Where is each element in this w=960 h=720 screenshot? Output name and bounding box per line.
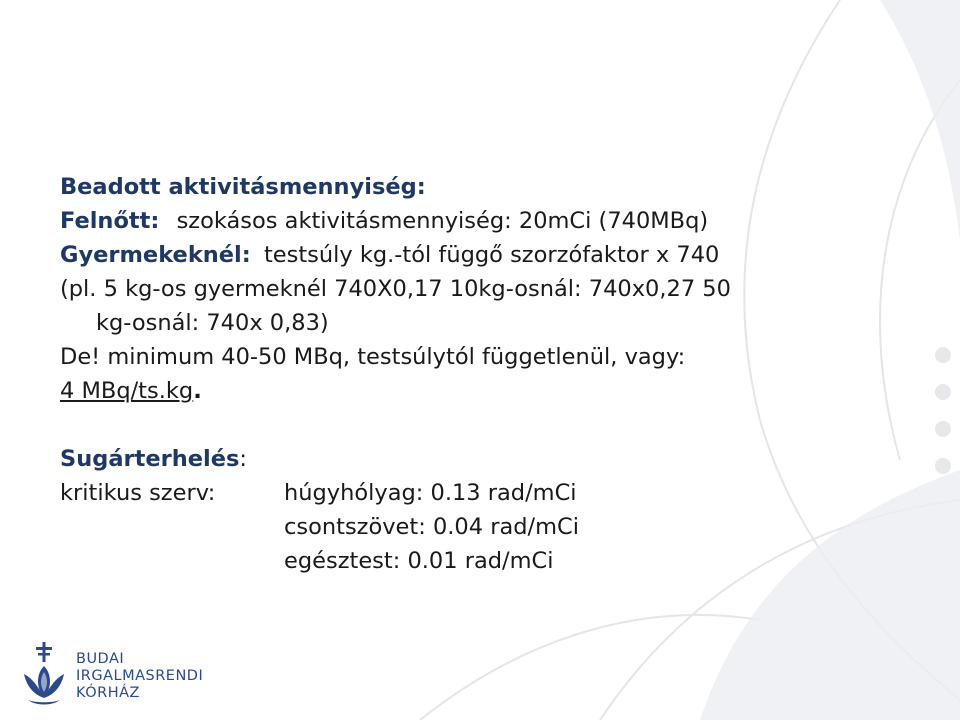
- adult-text: szokásos aktivitásmennyiség: 20mCi (740MBq): [176, 208, 709, 234]
- radiation-heading: Sugárterhelés: [60, 446, 240, 472]
- heading-administered-activity: Beadott aktivitásmennyiség:: [60, 174, 426, 200]
- lotus-cross-emblem-icon: [22, 642, 66, 710]
- dose-row-bone: [60, 510, 920, 544]
- dose-bladder: húgyhólyag: 0.13 rad/mCi: [284, 480, 577, 506]
- per-kg-period: .: [193, 378, 202, 404]
- radiation-heading-line: [60, 442, 920, 476]
- minimum-line: De! minimum 40-50 MBq, testsúlytól függetlenül, vagy:: [60, 344, 686, 370]
- dose-whole-body: egésztest: 0.01 rad/mCi: [284, 548, 554, 574]
- example-line-2: kg-osnál: 740x 0,83): [96, 310, 329, 336]
- spacer: [60, 408, 920, 442]
- dose-row-bladder: [60, 476, 920, 510]
- hospital-logo: [22, 642, 203, 710]
- child-text: testsúly kg.-tól függő szorzófaktor x 740: [263, 242, 720, 268]
- slide-body: [60, 170, 920, 578]
- adult-label: Felnőtt:: [60, 208, 160, 234]
- logo-line-1: BUDAI: [76, 650, 125, 667]
- per-kg-line: [60, 374, 920, 408]
- child-label: Gyermekeknél:: [60, 242, 251, 268]
- logo-line-3: KÓRHÁZ: [76, 684, 140, 701]
- dose-row-whole-body: [60, 544, 920, 578]
- child-line: [60, 238, 920, 272]
- example-line-1: (pl. 5 kg-os gyermeknél 740X0,17 10kg-osnál: 740x0,27 50: [60, 276, 731, 302]
- adult-line: [60, 204, 920, 238]
- radiation-colon: :: [239, 446, 247, 472]
- logo-line-2: IRGALMASRENDI: [76, 667, 204, 684]
- hospital-name: [76, 651, 203, 702]
- per-kg-value: 4 MBq/ts.kg: [60, 378, 194, 404]
- critical-organ-label: kritikus szerv:: [60, 480, 216, 506]
- dose-bone: csontszövet: 0.04 rad/mCi: [284, 514, 579, 540]
